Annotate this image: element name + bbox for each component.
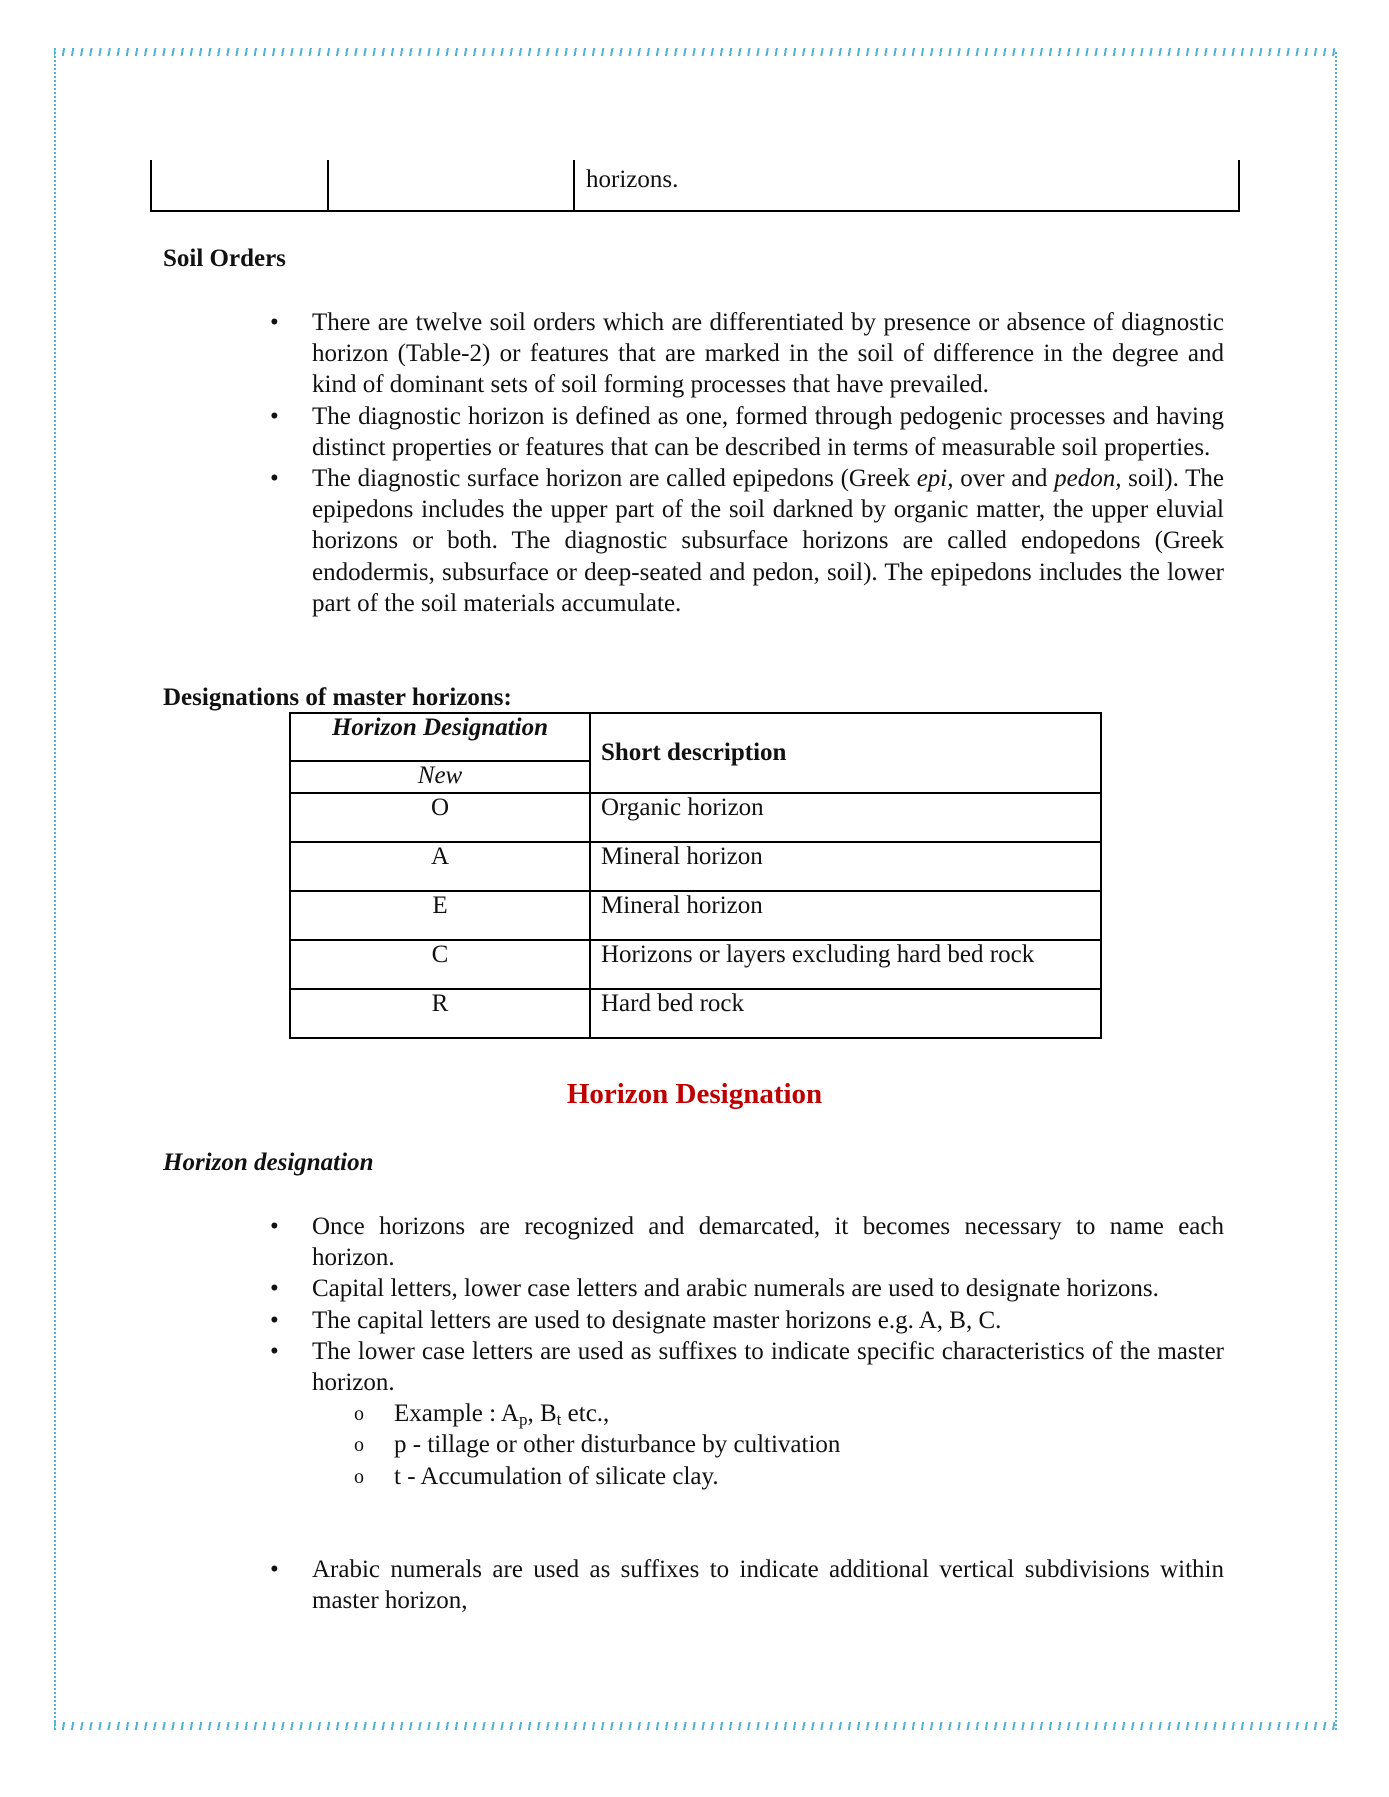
text-run: , B [527,1400,557,1428]
italic-term: pedon, [1054,465,1122,493]
section-title: Horizon Designation [566,1078,823,1110]
code-cell: E [290,891,590,940]
col1-header: Horizon Designation [331,714,549,741]
header-cell [590,713,1101,793]
col2-header: Short description [601,739,787,766]
code-cell: O [290,793,590,842]
text-run: Example : A [394,1400,519,1428]
list-item [312,463,1224,619]
table-row [290,891,1101,940]
sub-list-item: o t - Accumulation of silicate clay. [394,1461,1224,1492]
text-run: over and [953,465,1055,493]
list-item [312,1336,1224,1492]
desc-cell: Mineral horizon [590,842,1101,891]
horizon-designation-list-cont [312,1554,1224,1616]
soil-orders-heading: Soil Orders [163,245,286,272]
carry-over-cell-text: horizons. [586,166,679,193]
carry-over-table-row [150,160,1240,212]
table-header-row [290,713,1101,761]
italic-term: epi, [916,465,954,493]
master-horizons-table [289,712,1102,1039]
subheader-cell [290,761,590,793]
text-run: etc., [561,1400,610,1428]
page-border-bottom [54,1722,1335,1730]
sub-list-item: o p - tillage or other disturbance by cultivation [394,1429,1224,1460]
list-item: • The diagnostic horizon is defined as one, formed through pedogenic processes and having distinct properties or features that can be described in terms of measurable soil properties. [312,401,1224,463]
list-item: • Arabic numerals are used as suffixes to indicate additional vertical subdivisions within master horizon, [312,1554,1224,1616]
horizon-designation-heading: Horizon designation [163,1149,374,1176]
subscript: p [518,1410,528,1430]
sub-list-item [394,1398,1224,1429]
text-run: soil). The epipedons includes the upper part of the soil darkned by organic matter, the upper eluvial horizons or both. The diagnostic subsurface horizons are called endopedons (Greek endodermis, subsurface or deep-seated and pedon, soil). The epipedons includes the lower part of the soil materials accumulate. [312,465,1224,617]
table-row [290,989,1101,1038]
code-cell: A [290,842,590,891]
code-cell: C [290,940,590,989]
master-horizons-heading: Designations of master horizons: [163,684,512,711]
table-row [290,940,1101,989]
header-cell [290,713,590,761]
desc-cell: Horizons or layers excluding hard bed rock [590,940,1101,989]
code-cell: R [290,989,590,1038]
list-item: • The capital letters are used to designate master horizons e.g. A, B, C. [312,1305,1224,1336]
text-run: The diagnostic surface horizon are called epipedons (Greek [312,465,917,493]
list-item: • There are twelve soil orders which are differentiated by presence or absence of diagnostic horizon (Table-2) or features that are marked in the soil of difference in the degree and kind of dominant sets of soil forming processes that have prevailed. [312,307,1224,401]
desc-cell: Mineral horizon [590,891,1101,940]
col1-subheader: New [417,762,463,789]
subscript: t [556,1410,562,1430]
table-divider [327,160,329,210]
table-row [290,793,1101,842]
sub-list [312,1398,1224,1492]
table-row [290,842,1101,891]
list-item: • Capital letters, lower case letters and arabic numerals are used to designate horizons. [312,1273,1224,1304]
text-run: The lower case letters are used as suffixes to indicate specific characteristics of the master horizon. [312,1337,1224,1397]
table-divider [573,160,575,210]
desc-cell: Hard bed rock [590,989,1101,1038]
desc-cell: Organic horizon [590,793,1101,842]
list-item: • Once horizons are recognized and demarcated, it becomes necessary to name each horizon. [312,1211,1224,1273]
horizon-designation-list [312,1211,1224,1492]
soil-orders-list [312,307,1224,619]
